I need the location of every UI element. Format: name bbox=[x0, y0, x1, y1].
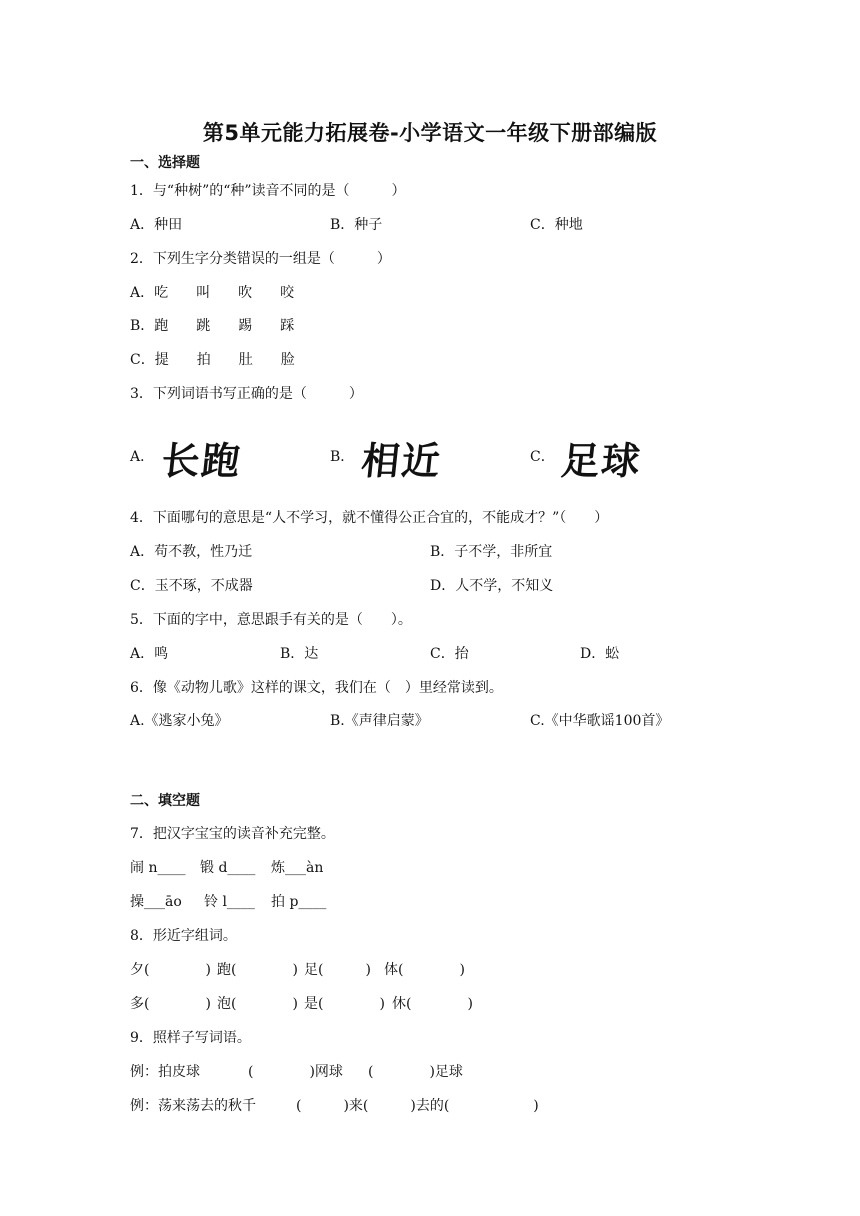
question-9-stem: 9．照样子写词语。 bbox=[130, 1030, 251, 1046]
question-5-option-d: D．蚣 bbox=[580, 646, 620, 662]
q8-item: 泡( ) bbox=[217, 996, 298, 1012]
q7-item: 铃 l____ bbox=[204, 894, 255, 910]
question-2-option-a: A．吃 叫 吹 咬 bbox=[130, 285, 295, 301]
question-4-option-a: A．苟不教，性乃迁 bbox=[130, 544, 253, 560]
handwritten-word-a: 长跑 bbox=[159, 438, 245, 483]
section-heading-fill: 二、填空题 bbox=[130, 793, 200, 809]
q9-example: 例：拍皮球 bbox=[130, 1064, 200, 1080]
q8-item: 体( ) bbox=[384, 962, 465, 978]
question-5-option-c: C．抬 bbox=[430, 646, 469, 662]
q9-example: 例：荡来荡去的秋千 bbox=[130, 1098, 256, 1114]
question-5-stem: 5．下面的字中，意思跟手有关的是（ ）。 bbox=[130, 612, 412, 628]
section-heading-choice: 一、选择题 bbox=[130, 155, 200, 171]
question-1-stem: 1．与“种树”的“种”读音不同的是（ ） bbox=[130, 183, 406, 199]
question-6-option-b: B.《声律启蒙》 bbox=[330, 713, 429, 729]
question-2-stem: 2．下列生字分类错误的一组是（ ） bbox=[130, 251, 391, 267]
question-4-option-c: C．玉不琢，不成器 bbox=[130, 578, 253, 594]
question-6-option-c: C.《中华歌谣100首》 bbox=[530, 713, 670, 729]
q9-item: ( )足球 bbox=[368, 1064, 463, 1080]
q8-item: 多( ) bbox=[130, 996, 211, 1012]
q7-item: 闹 n____ bbox=[130, 860, 186, 876]
question-1-option-a: A．种田 bbox=[130, 217, 183, 233]
question-4-option-d: D．人不学，不知义 bbox=[430, 578, 554, 594]
question-1-option-b: B．种子 bbox=[330, 217, 383, 233]
q8-item: 夕( ) bbox=[130, 962, 211, 978]
question-5-option-b: B．达 bbox=[280, 646, 319, 662]
question-5-option-a: A．鸣 bbox=[130, 646, 169, 662]
question-4-option-b: B．子不学，非所宜 bbox=[430, 544, 553, 560]
q7-item: 炼___àn bbox=[271, 860, 324, 876]
q7-item: 锻 d____ bbox=[200, 860, 256, 876]
page-title: 第5单元能力拓展卷-小学语文一年级下册部编版 bbox=[202, 121, 658, 145]
question-7-stem: 7．把汉字宝宝的读音补充完整。 bbox=[130, 826, 335, 842]
q8-item: 休( ) bbox=[392, 996, 473, 1012]
q7-item: 拍 p____ bbox=[271, 894, 327, 910]
question-3-option-b-label: B． bbox=[330, 449, 355, 465]
question-8-stem: 8．形近字组词。 bbox=[130, 928, 237, 944]
question-3-stem: 3．下列词语书写正确的是（ ） bbox=[130, 386, 363, 402]
handwritten-word-c: 足球 bbox=[559, 438, 645, 483]
question-2-option-b: B．跑 跳 踢 踩 bbox=[130, 318, 295, 334]
q8-item: 是( ) bbox=[304, 996, 385, 1012]
q9-item: ( )网球 bbox=[248, 1064, 343, 1080]
question-4-stem: 4．下面哪句的意思是“人不学习，就不懂得公正合宜的，不能成才？”（ ） bbox=[130, 510, 609, 526]
question-6-stem: 6．像《动物儿歌》这样的课文，我们在（ ）里经常读到。 bbox=[130, 680, 503, 696]
question-6-option-a: A.《逃家小兔》 bbox=[130, 713, 229, 729]
question-3-option-c-label: C． bbox=[530, 449, 555, 465]
q8-item: 跑( ) bbox=[217, 962, 298, 978]
question-2-option-c: C．提 拍 肚 脸 bbox=[130, 352, 295, 368]
question-1-option-c: C．种地 bbox=[530, 217, 583, 233]
handwritten-word-b: 相近 bbox=[359, 438, 445, 483]
q8-item: 足( ) bbox=[304, 962, 371, 978]
q9-item: ( )来( )去的( ) bbox=[296, 1098, 539, 1114]
q7-item: 操___āo bbox=[130, 894, 182, 910]
question-3-option-a-label: A． bbox=[130, 449, 155, 465]
